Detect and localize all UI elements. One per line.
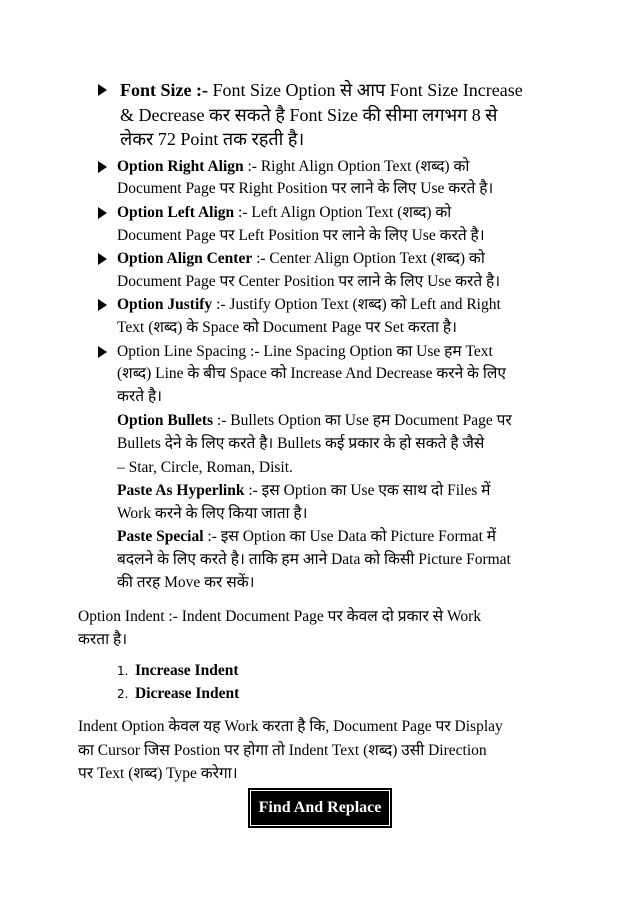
arrow-bullet-icon [98,299,107,311]
sub-line: की तरह Move कर सकें। [117,574,255,591]
item-text: :- Center Align Option Text (शब्द) को [252,250,485,267]
item-text: Font Size Option से आप Font Size Increase [207,80,523,100]
list-number: 2. [117,687,129,701]
item-line: Document Page पर Right Position पर लाने के लिए Use करते है। [117,180,494,197]
item-title: Option Align Center [117,250,253,267]
item-line: करते है। [117,388,163,405]
sub-text: :- इस Option का Use एक साथ दो Files में [244,482,491,499]
arrow-bullet-icon [98,346,107,358]
item-first-line [117,203,451,223]
arrow-bullet-icon [98,253,107,265]
item-text: :- Justify Option Text (शब्द) को Left and Right [212,296,501,313]
item-line: (शब्द) Line के बीच Space को Increase And Decrease करने के लिए [117,365,506,382]
item-first-line [120,78,523,102]
list-item: Dicrease Indent [135,685,240,702]
arrow-bullet-icon [98,84,107,96]
final-paragraph-line: Indent Option केवल यह Work करता है कि, Document Page पर Display [78,718,503,735]
sub-first-line [117,411,512,431]
item-title: Option Left Align [117,204,235,221]
indent-paragraph-line: करता है। [78,631,128,648]
sub-first-line [117,481,490,501]
sub-title: Option Bullets [117,412,214,429]
item-line: & Decrease कर सकते है Font Size की सीमा लगभग 8 से [120,105,498,125]
list-number: 1. [117,664,129,678]
sub-line: बदलने के लिए करते है। ताकि हम आने Data को किसी Picture Format [117,551,511,568]
item-text: :- Left Align Option Text (शब्द) को [234,204,452,221]
sub-line: Work करने के लिए किया जाता है। [117,505,308,522]
item-first-line [117,157,469,177]
item-line: Text (शब्द) के Space को Document Page पर Set करता है। [117,319,458,336]
item-line: Document Page पर Center Position पर लाने के लिए Use करते है। [117,273,501,290]
arrow-bullet-icon [98,207,107,219]
list-item: Increase Indent [135,662,239,679]
indent-paragraph-line: Option Indent :- Indent Document Page पर केवल दो प्रकार से Work [78,608,482,625]
item-line: Option Line Spacing :- Line Spacing Option का Use हम Text [117,343,493,360]
item-title: Font Size :- [120,80,208,100]
item-first-line [117,295,501,315]
item-line: लेकर 72 Point तक रहती है। [120,129,305,149]
item-line: Document Page पर Left Position पर लाने के लिए Use करते है। [117,227,485,244]
sub-first-line [117,527,496,547]
sub-line: – Star, Circle, Roman, Disit. [117,459,293,476]
find-and-replace-heading: Find And Replace [251,791,389,825]
final-paragraph-line: पर Text (शब्द) Type करेगा। [78,765,238,782]
item-title: Option Justify [117,296,213,313]
sub-text: :- इस Option का Use Data को Picture Format में [203,528,497,545]
sub-line: Bullets देने के लिए करते है। Bullets कई प्रकार के हो सकते है जैसे [117,435,485,452]
arrow-bullet-icon [98,161,107,173]
sub-title: Paste As Hyperlink [117,482,245,499]
item-title: Option Right Align [117,158,244,175]
item-first-line [117,249,485,269]
sub-title: Paste Special [117,528,204,545]
final-paragraph-line: का Cursor जिस Postion पर होगा तो Indent Text (शब्द) उसी Direction [78,742,487,759]
item-text: :- Right Align Option Text (शब्द) को [243,158,470,175]
sub-text: :- Bullets Option का Use हम Document Page पर [213,412,512,429]
